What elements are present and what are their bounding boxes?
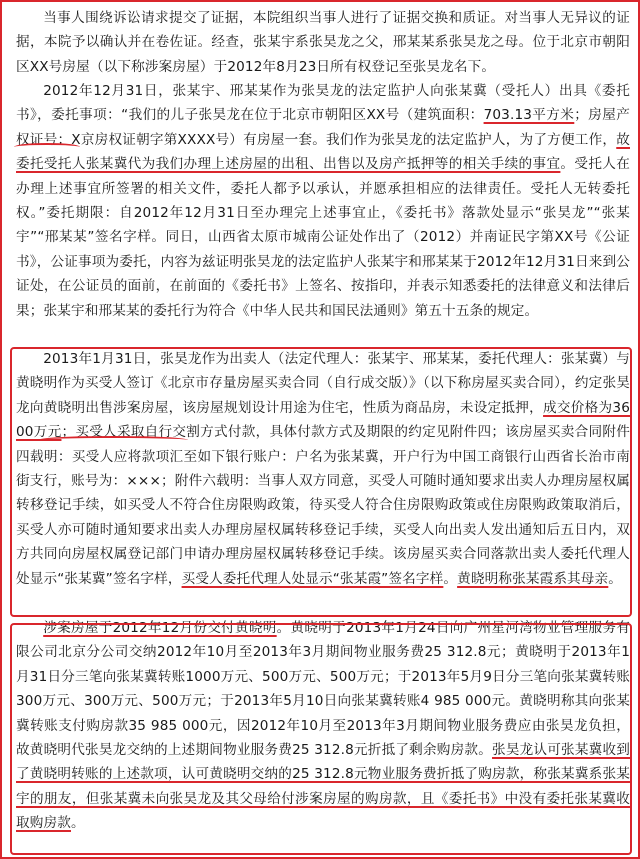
underlined-phrase: 张昊龙认可张某冀收到了黄晓明转账的上述款项，认可黄晓明交纳的25 312.8元物业服务费折抵了购房款，称张某冀系张某宇的朋友，但张某冀未向张昊龙及其父母给付涉案房屋的购房款，且《委托书》中没有委托张某冀收取购房款 [16, 742, 631, 832]
text-run: 。 [70, 815, 85, 832]
underlined-phrase: 涉案房屋于2012年12月份交付黄晓明 [43, 620, 277, 636]
underlined-phrase: 703.13平方米 [483, 107, 575, 124]
underlined-phrase: 买受人委托代理人处显示“张某霞”签名字样 [181, 570, 444, 587]
text-run: ；买受人采取自行交割方式付款，具体付款方式及期限的约定见附件四；该房屋买卖合同附件四载明：买受人应将款项汇至如下银行账户：户名为张某冀，开户行为中国工商银行山西省长治市南街支行，账号为：×××；附件六载明：当事人双方同意，买受人可随时通知要求出卖人办理房屋权属转移登记手续，如买受人不符合住房限购政策，待买受人符合住房限购政策或住房限购政策取消后，买受人亦可随时通知要求出卖人办理房屋权属转移登记手续，买受人向出卖人发出通知后五日内，双方共同向房屋权属登记部门申请办理房屋权属转移登记手续。该房屋买卖合同落款出卖人委托代理人处显示“张某冀”签名字样， [16, 424, 630, 587]
text-run: 。 [443, 570, 458, 587]
paragraph-evidence: 当事人围绕诉讼请求提交了证据，本院组织当事人进行了证据交换和质证。对当事人无异议的证据，本院予以确认并在卷佐证。经查，张某宇系张昊龙之父，邢某某系张昊龙之母。位于北京市朝阳区XX号房屋（以下称涉案房屋）于2012年8月23日所有权登记至张昊龙名下。 [16, 10, 630, 75]
text-run: 。 [608, 570, 623, 587]
underlined-phrase: 黄晓明称张某霞系其母亲 [457, 570, 609, 587]
paragraph-power-of-attorney [16, 79, 630, 323]
text-run: 2013年1月31日，张昊龙作为出卖人（法定代理人：张某宇、邢某某，委托代理人：张某冀）与黄晓明作为买受人签订《北京市存量房屋买卖合同（自行成交版）》（以下称房屋买卖合同），约定张昊龙向黄晓明出售涉案房屋，该房屋规划设计用途为住宅，性质为商品房，未设定抵押， [16, 351, 630, 416]
text-run: 。受托人在办理上述事宜所签署的相关文件，委托人都予以承认，并愿承担相应的法律责任。受托人无转委托权。”委托期限：自2012年12月31日至办理完上述事宜止，《委托书》落款处显示“张昊龙”“张某宇”“邢某某”签名字样。同日，山西省太原市城南公证处作出了（2012）并南证民字第XX号《公证书》，公证事项为委托，内容为兹证明张昊龙的法定监护人张某宇和邢某某于2012年12月31日来到公证处，在公证员的面前，在前面的《委托书》上签名、按指印，并表示知悉委托的法律意义和法律后果；张某宇和邢某某的委托行为符合《中华人民共和国民法通则》第五十五条的规定。 [16, 156, 631, 319]
underlined-phrase: 成交价格为3600万元 [16, 399, 630, 441]
paragraph-sale-contract [16, 347, 630, 591]
text-run: ；房屋产权证号：X京房权证朝字第XXXX号）有房屋一套。我们作为张昊龙的法定监护人，为了方便工作， [16, 107, 631, 148]
text-run: 。黄晓明于2013年1月24日向广州星河湾物业管理服务有限公司北京分公司交纳2012年10月至2013年3月期间物业服务费25 312.8元；黄晓明于2013年1月31日分三笔向张某冀转账1000万元、500万元、500万元；于2013年5月9日分三笔向张某冀转账300万元、300万元、500万元；于2013年5月10日向张某冀转账4 985 000元。黄晓明称其向张某冀转账支付购房款35 985 000元，因2012年10月至2013年3月期间物业服务费应由张昊龙负担，故黄晓明代张昊龙交纳的上述期间物业服务费25 312.8元折抵了剩余购房款。 [16, 620, 630, 759]
underlined-phrase: 故委托受托人张某冀代为我们办理上述房屋的出租、出售以及房产抵押等的相关手续的事宜 [16, 131, 630, 173]
text-run: 2012年12月31日，张某宇、邢某某作为张昊龙的法定监护人向张某冀（受托人）出具《委托书》，委托事项：“我们的儿子张昊龙在位于北京市朝阳区XX号（建筑面积： [16, 83, 630, 124]
paragraph-payment [16, 616, 630, 836]
